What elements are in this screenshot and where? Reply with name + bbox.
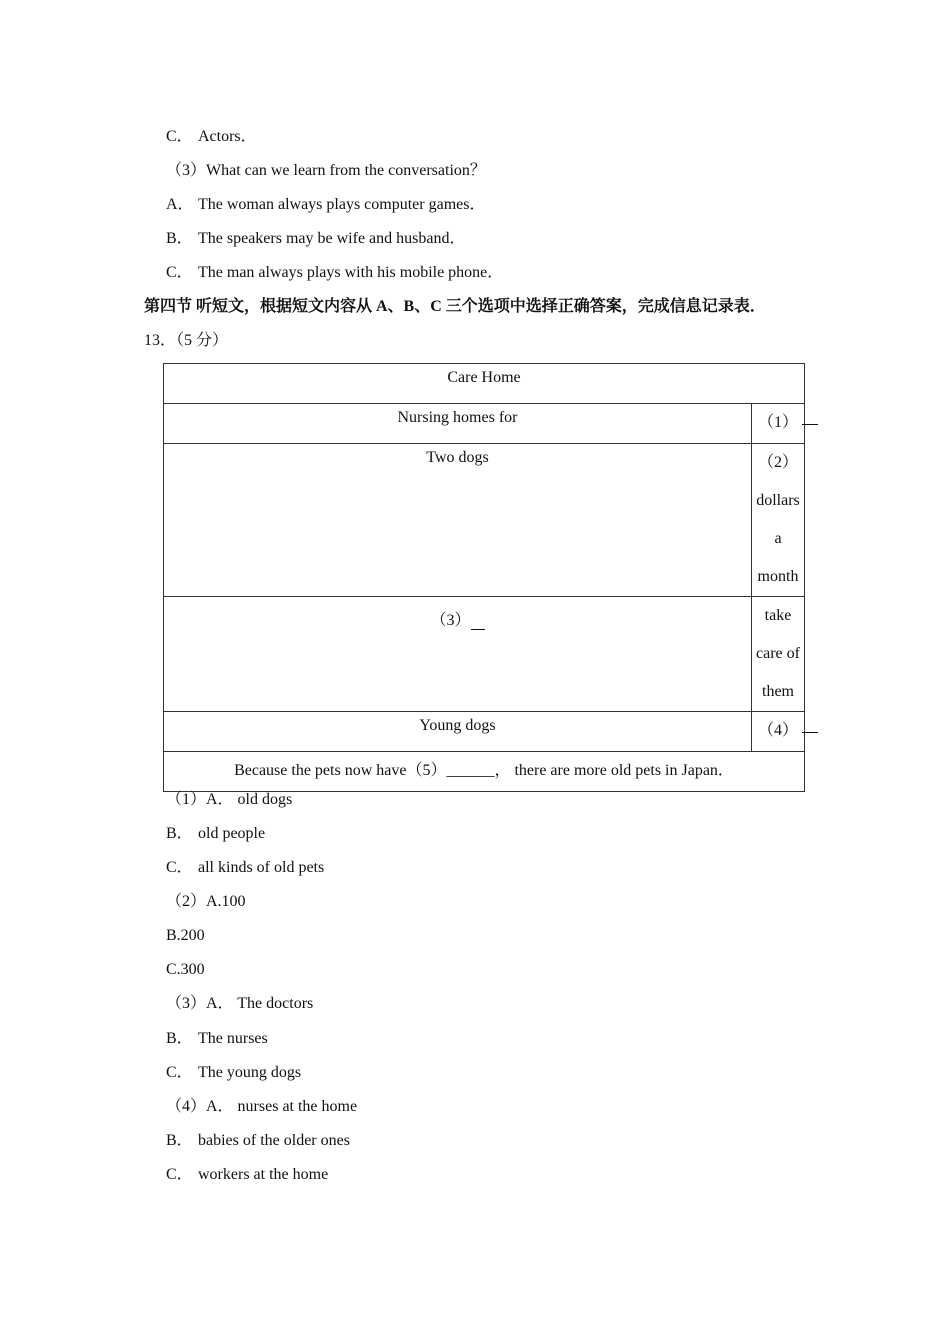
q3-option-a — [166, 195, 485, 215]
blank-4-label: （4） — [757, 722, 798, 739]
option-text: The young dogs — [198, 1064, 302, 1081]
option-letter: C． — [166, 264, 193, 281]
row4-left-cell — [164, 712, 752, 752]
option-letter: C． — [166, 1064, 193, 1081]
info-record-table — [163, 363, 805, 792]
option-text: all kinds of old pets — [198, 859, 325, 876]
q13-2-option-a: （2）A.100 — [166, 893, 246, 910]
table-footer-cell — [164, 752, 805, 792]
blank-3-label — [430, 602, 484, 630]
answer-line-mark — [802, 732, 818, 733]
q3-option-b — [166, 229, 465, 249]
row2-right-line: a — [774, 530, 782, 547]
option-text: workers at the home — [198, 1166, 329, 1183]
row1-right-cell — [752, 404, 805, 444]
row3-right-line: them — [762, 683, 794, 700]
option-letter: C． — [166, 128, 193, 145]
option-letter: B． — [166, 230, 193, 247]
q13-1-option-c — [166, 858, 324, 878]
row2-left-cell — [164, 444, 752, 597]
option-text: The man always plays with his mobile phone． — [198, 264, 504, 281]
q13-3-option-c — [166, 1063, 301, 1083]
option-text: The speakers may be wife and husband． — [198, 230, 466, 247]
q13-3-option-b — [166, 1029, 268, 1049]
option-text: old people — [198, 825, 266, 842]
blank-3-text: （3） — [430, 612, 471, 629]
blank-1-label: （1） — [757, 414, 798, 431]
row2-right-cell — [752, 444, 805, 597]
option-text: babies of the older ones — [198, 1132, 350, 1149]
option-text: The nurses — [198, 1030, 268, 1047]
option-letter: B． — [166, 825, 193, 842]
row3-left-cell — [164, 597, 752, 712]
question-13-number: 13．（5 分） — [144, 332, 229, 349]
answer-line-mark — [802, 424, 818, 425]
blank-3-underline — [471, 618, 485, 630]
row2-right-line: month — [757, 568, 799, 585]
option-letter: B． — [166, 1132, 193, 1149]
q3-option-c — [166, 263, 503, 283]
row2-left-text: Two dogs — [426, 449, 489, 466]
option-c-actors — [166, 127, 257, 147]
table-footer-text: Because the pets now have（5）______， there are more old pets in Japan． — [234, 762, 734, 779]
table-title: Care Home — [447, 369, 521, 386]
q13-2-option-b: B.200 — [166, 927, 205, 944]
option-letter: C． — [166, 1166, 193, 1183]
row1-left-cell — [164, 404, 752, 444]
q13-4-option-a: （4）A． nurses at the home — [166, 1098, 358, 1115]
q13-4-option-b — [166, 1131, 350, 1151]
blank-2-label: （2） — [757, 454, 798, 471]
option-letter: A． — [166, 196, 194, 213]
row2-right-line: dollars — [756, 492, 800, 509]
section-4-heading: 第四节 听短文，根据短文内容从 A、B、C 三个选项中选择正确答案，完成信息记录表． — [144, 298, 766, 315]
q13-4-option-c — [166, 1165, 328, 1185]
option-letter: B． — [166, 1030, 193, 1047]
row3-right-line: take — [764, 607, 792, 624]
option-text: The woman always plays computer games． — [198, 196, 486, 213]
q13-1-option-b — [166, 824, 265, 844]
row1-left-text: Nursing homes for — [397, 409, 518, 426]
row4-right-cell — [752, 712, 805, 752]
option-text: Actors． — [198, 128, 257, 145]
q13-1-option-a: （1）A． old dogs — [166, 791, 293, 808]
q13-2-option-c: C.300 — [166, 961, 205, 978]
question-3-stem: （3）What can we learn from the conversation？ — [166, 162, 486, 179]
q13-3-option-a: （3）A． The doctors — [166, 995, 314, 1012]
option-letter: C． — [166, 859, 193, 876]
table-title-cell — [164, 364, 805, 404]
row4-left-text: Young dogs — [419, 717, 496, 734]
row3-right-line: care of — [756, 645, 800, 662]
row3-right-cell — [752, 597, 805, 712]
